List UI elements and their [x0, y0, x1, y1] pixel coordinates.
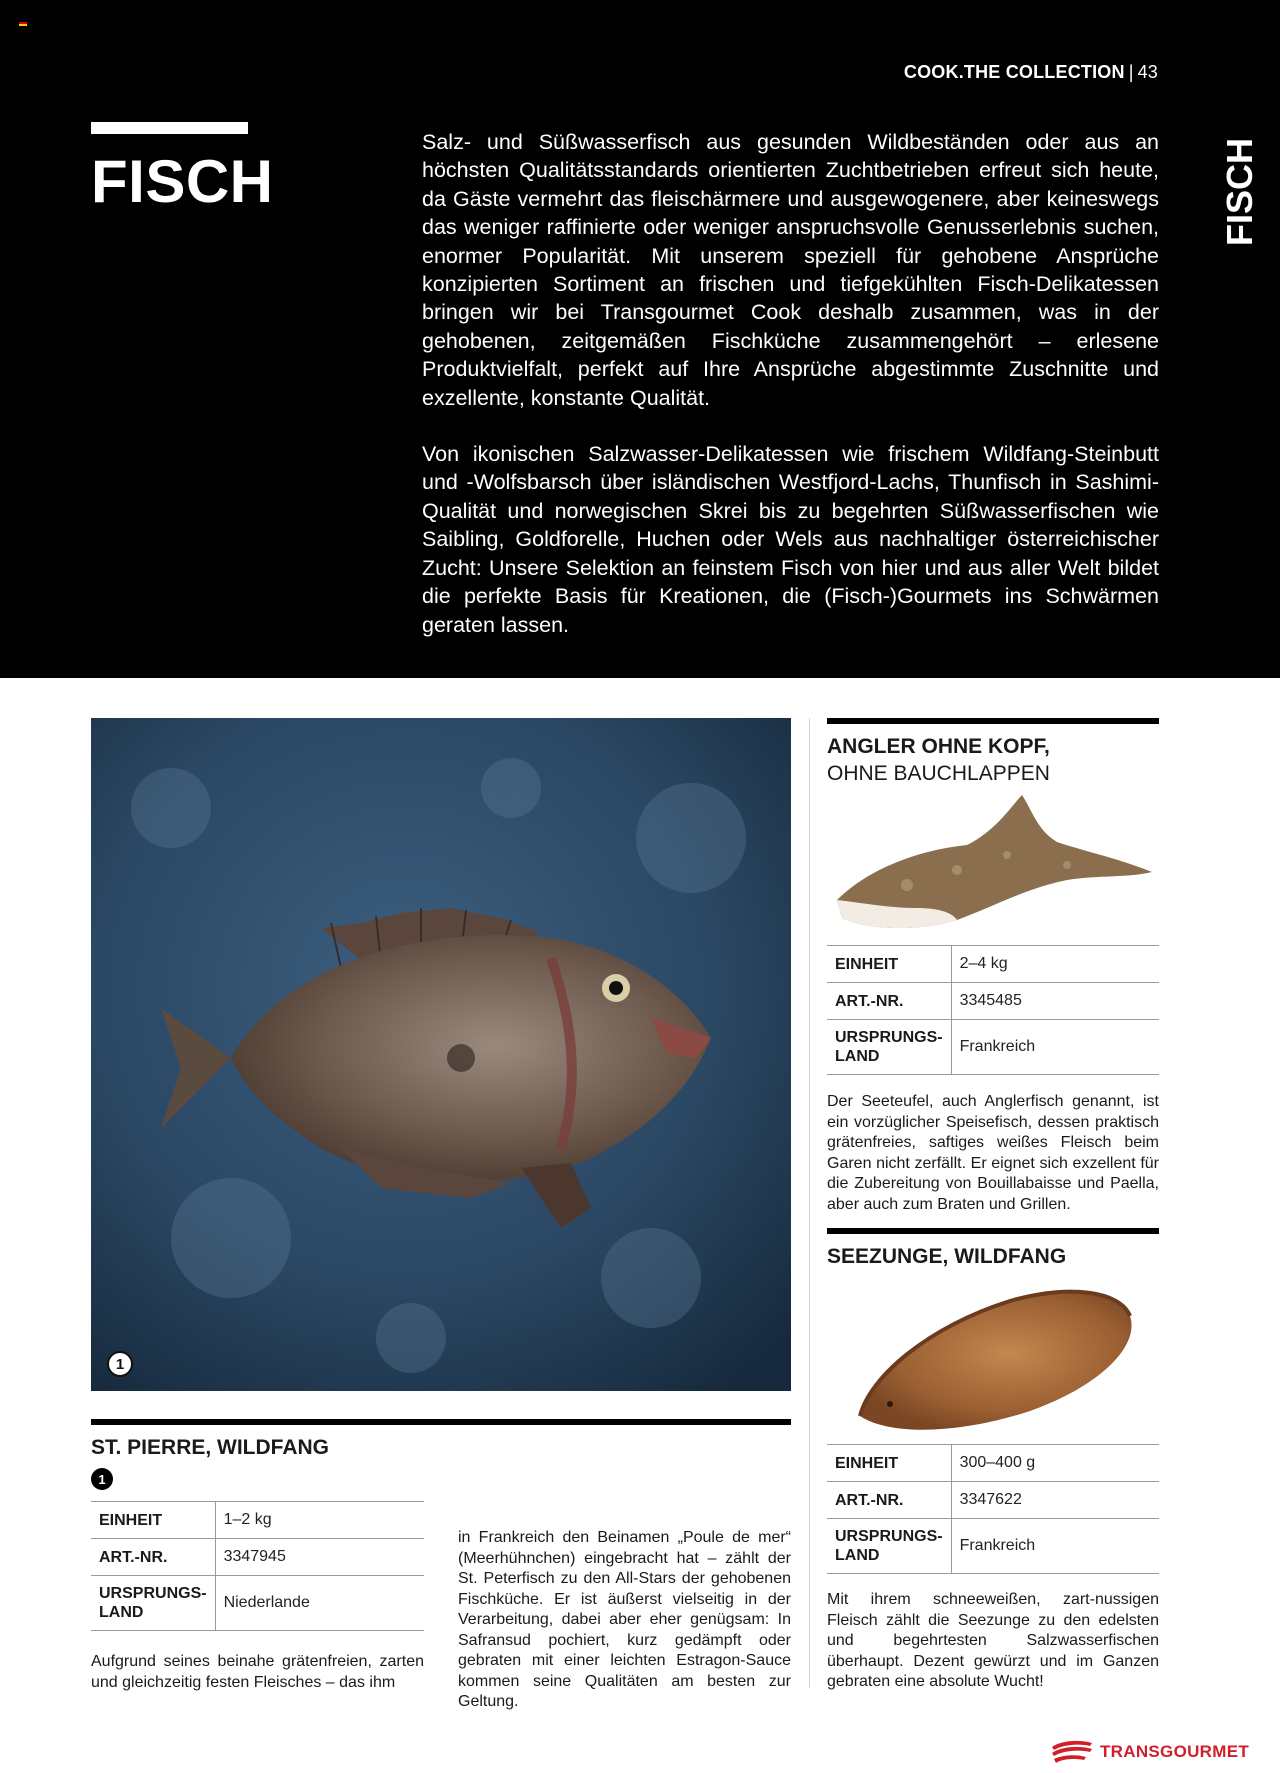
spec-label: ART.-NR. — [827, 983, 951, 1020]
spec-label: EINHEIT — [91, 1502, 215, 1539]
transgourmet-logo[interactable] — [1050, 1737, 1249, 1767]
side-tab-label: FISCH — [1219, 138, 1260, 246]
section-bar — [827, 1228, 1159, 1234]
intro-paragraph: Salz- und Süßwasserfisch aus gesunden Wildbeständen oder aus an höchsten Qualitätsstandards orientierten Zuchtbetrieben erfreut sich heute, da Gäste vermehrt das fleischärmere und ausgewogenere, aber keineswegs das weniger raffinierte oder weniger anspruchsvolle Genusserlebnis suchen, enormer Popularität. Mit unserem speziell für gehobene Ansprüche konzipierten Sortiment an frischen und tiefgekühlten Fisch-Delikatessen bringen wir bei Transgourmet Cook deshalb zusammen, was in der gehobenen, zeitgemäßen Fischküche zusammengehört – erlesene Produktvielfalt, perfekt auf Ihre Ansprüche abgestimmte Zuschnitte und exzellente, konstante Qualität. — [422, 130, 1159, 410]
spec-label: EINHEIT — [827, 1445, 951, 1482]
st-pierre-fish-image — [91, 718, 791, 1391]
product-title-st-pierre: ST. PIERRE, WILDFANG — [91, 1436, 330, 1459]
spec-table-st-pierre — [91, 1501, 424, 1631]
product-description-st-pierre-cont: in Frankreich den Beinamen „Poule de mer“ (Meerhühnchen) eingebracht hat – zählt der St. Peterfisch zu den All-Stars der gehobenen Fischküche. Er ist äußerst vielseitig in der Verarbeitung, dabei aber eher genügsam: In Safransud pochiert, kurz gedämpft oder gebraten mit einer leichten Estragon-Sauce kommen seine Qualitäten am besten zur Geltung. — [458, 1529, 791, 1710]
product-subtitle: OHNE BAUCHLAPPEN — [827, 762, 1050, 785]
spec-value: 300–400 g — [951, 1445, 1159, 1482]
section-bar — [827, 718, 1159, 724]
header-separator: | — [1128, 62, 1134, 82]
product-title-angler — [827, 733, 1050, 787]
product-description-seezunge: Mit ihrem schneeweißen, zart-nussigen Fleisch zählt die Seezunge zu den edelsten und begehrtesten Salzwasserfischen überhaupt. Dezent gewürzt und im Ganzen gebraten eine absolute Wucht! — [827, 1591, 1159, 1690]
side-tab — [1218, 138, 1262, 246]
spec-label: EINHEIT — [827, 946, 951, 983]
product-title-seezunge: SEEZUNGE, WILDFANG — [827, 1245, 1067, 1268]
spec-row — [827, 1482, 1159, 1519]
spec-label: URSPRUNGS- LAND — [827, 1020, 951, 1075]
spec-label: URSPRUNGS- LAND — [91, 1576, 215, 1631]
spec-row — [827, 1445, 1159, 1482]
angler-fillet-image — [827, 790, 1159, 940]
product-number-badge: 1 — [91, 1468, 113, 1490]
logo-wordmark: TRANSGOURMET — [1100, 1742, 1250, 1761]
spec-row — [91, 1576, 424, 1631]
product-description-st-pierre: Aufgrund seines beinahe grätenfreien, zarten und gleichzeitig festen Fleisches – das ihm — [91, 1653, 424, 1691]
spec-row — [827, 983, 1159, 1020]
transgourmet-logo-icon — [1050, 1737, 1094, 1767]
spec-row — [91, 1502, 424, 1539]
spec-label: ART.-NR. — [91, 1539, 215, 1576]
intro-text — [422, 128, 1159, 639]
language-flag-icon[interactable] — [19, 20, 27, 26]
spec-row — [827, 946, 1159, 983]
page-title: FISCH — [91, 148, 274, 215]
running-header — [904, 62, 1158, 83]
spec-value: 1–2 kg — [215, 1502, 424, 1539]
spec-value: 3345485 — [951, 983, 1159, 1020]
hero-section — [0, 0, 1280, 678]
spec-label: URSPRUNGS- LAND — [827, 1519, 951, 1574]
spec-value: Frankreich — [951, 1020, 1159, 1075]
title-accent-bar — [91, 122, 248, 134]
section-bar — [91, 1419, 791, 1425]
page-number: 43 — [1137, 62, 1158, 82]
spec-label: ART.-NR. — [827, 1482, 951, 1519]
spec-value: Frankreich — [951, 1519, 1159, 1574]
spec-row — [827, 1020, 1159, 1075]
spec-value: 3347945 — [215, 1539, 424, 1576]
seezunge-fish-image — [850, 1276, 1140, 1436]
spec-value: 2–4 kg — [951, 946, 1159, 983]
intro-paragraph: Von ikonischen Salzwasser-Delikatessen wie frischem Wildfang-Steinbutt und -Wolfsbarsch über isländischen Westfjord-Lachs, Thunfisch in Sashimi-Qualität und norwegischen Skrei bis zu begehrten Süßwasserfischen wie Saibling, Goldforelle, Huchen oder Wels aus nachhaltiger österreichischer Zucht: Unsere Selektion an feinstem Fisch von hier und aus aller Welt bildet die perfekte Basis für Kreationen, die (Fisch-)Gourmets ins Schwärmen geraten lassen. — [422, 442, 1159, 637]
spec-value: Niederlande — [215, 1576, 424, 1631]
column-divider — [809, 718, 810, 1688]
product-description-angler: Der Seeteufel, auch Anglerfisch genannt, ist ein vorzüglicher Speisefisch, dessen praktisch grätenfreies, saftiges weißes Fleisch beim Garen nicht zerfällt. Er eignet sich exzellent für die Zubereitung von Bouillabaisse und Paella, aber auch zum Braten und Grillen. — [827, 1093, 1159, 1213]
spec-value: 3347622 — [951, 1482, 1159, 1519]
spec-row — [827, 1519, 1159, 1574]
spec-table-seezunge — [827, 1444, 1159, 1574]
product-title-line: ANGLER OHNE KOPF, — [827, 735, 1050, 758]
st-pierre-photo — [91, 718, 791, 1391]
spec-table-angler — [827, 945, 1159, 1075]
collection-name: COOK.THE COLLECTION — [903, 62, 1125, 82]
photo-number-badge: 1 — [107, 1351, 133, 1377]
spec-row — [91, 1539, 424, 1576]
